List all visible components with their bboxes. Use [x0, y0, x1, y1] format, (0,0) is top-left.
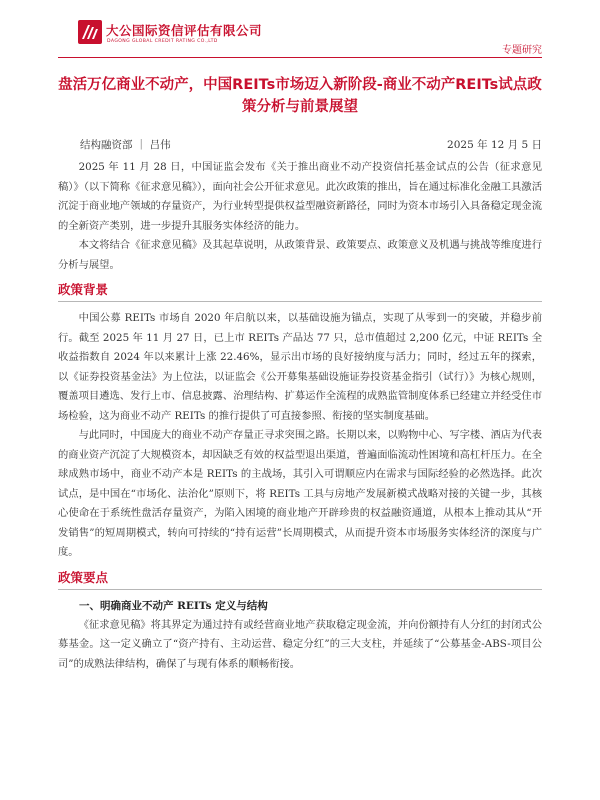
page-header	[0, 0, 600, 60]
page-title: 盘活万亿商业不动产，中国REITs市场迈入新阶段-商业不动产REITs试点政策分析与前景展望	[58, 77, 542, 115]
report-date: 2025 年 12 月 5 日	[447, 139, 542, 151]
body-paragraph: 《征求意见稿》将其界定为通过持有或经营商业地产获取稳定现金流，并向份额持有人分红的封闭式公募基金。这一定义确立了“资产持有、主动运营、稳定分红”的三大支柱，并延续了“公募基金-ABS-项目公司”的成熟法律结构，确保了与现有体系的顺畅衔接。	[58, 618, 542, 670]
section-heading-key-points: 政策要点	[58, 568, 542, 590]
body-paragraph: 与此同时，中国庞大的商业不动产存量正寻求突围之路。长期以来，以购物中心、写字楼、酒店为代表的商业资产沉淀了大规模资本，却因缺乏有效的权益型退出渠道，普遍面临流动性困境和高杠杆压力。在全球成熟市场中，商业不动产本是 REITs 的主战场，其引入可谓顺应内在需求与国际经验的必然选择。此次试点，是中国在“市场化、法治化”原则下，将 REITs 工具与房地产发展新模式战略对接的关键一步，其核心使命在于系统性盘活存量资产，为陷入困境的商业地产开辟珍贵的权益融资通道，从根本上推动其从“开发销售”的短周期模式，转向可持续的“持有运营”长周期模式，从而提升资本市场服务实体经济的深度与广度。	[58, 429, 542, 558]
header-divider	[58, 57, 542, 58]
brand-name: 大公国际资信评估有限公司	[106, 23, 263, 38]
byline: 结构融资部 ｜ 吕伟	[80, 139, 171, 151]
subsection-heading: 一、明确商业不动产 REITs 定义与结构	[79, 599, 268, 612]
report-body	[58, 158, 542, 674]
brand-name-english: DAGONG GLOBAL CREDIT RATING CO.,LTD	[107, 39, 218, 44]
section-heading-background: 政策背景	[58, 280, 542, 302]
intro-paragraph: 本文将结合《征求意见稿》及其起草说明，从政策背景、政策要点、政策意义及机遇与挑战等维度进行分析与展望。	[58, 239, 542, 271]
body-paragraph: 中国公募 REITs 市场自 2020 年启航以来，以基础设施为锚点，实现了从零到一的突破，并稳步前行。截至 2025 年 11 月 27 日，已上市 REITs 产品达 77 只，总市值超过 2,200 亿元，中证 REITs 全收益指数自 2024 年以来累计上涨 22.46%，显示出市场的良好接纳度与活力；同时，经过五年的探索，以《证券投资基金法》为上位法，以证监会《公开募集基础设施证券投资基金指引（试行）》为核心规则，覆盖项目遴选、发行上市、信息披露、治理结构、扩募运作全流程的成熟监管制度体系已经建立并经受住市场检验，这为商业不动产 REITs 的推行提供了可直接参照、衔接的坚实制度基础。	[58, 312, 542, 422]
report-meta	[80, 137, 542, 152]
report-type-label: 专题研究	[502, 45, 542, 56]
dagong-logo-icon	[78, 20, 102, 44]
intro-paragraph: 2025 年 11 月 28 日，中国证监会发布《关于推出商业不动产投资信托基金试点的公告（征求意见稿）》（以下简称《征求意见稿》），面向社会公开征求意见。此次政策的推出，旨在通过标准化金融工具激活沉淀于商业地产领域的存量资产，为行业转型提供权益型融资新路径，同时为资本市场引入具备稳定现金流的全新资产类别，进一步提升其服务实体经济的能力。	[58, 161, 542, 232]
